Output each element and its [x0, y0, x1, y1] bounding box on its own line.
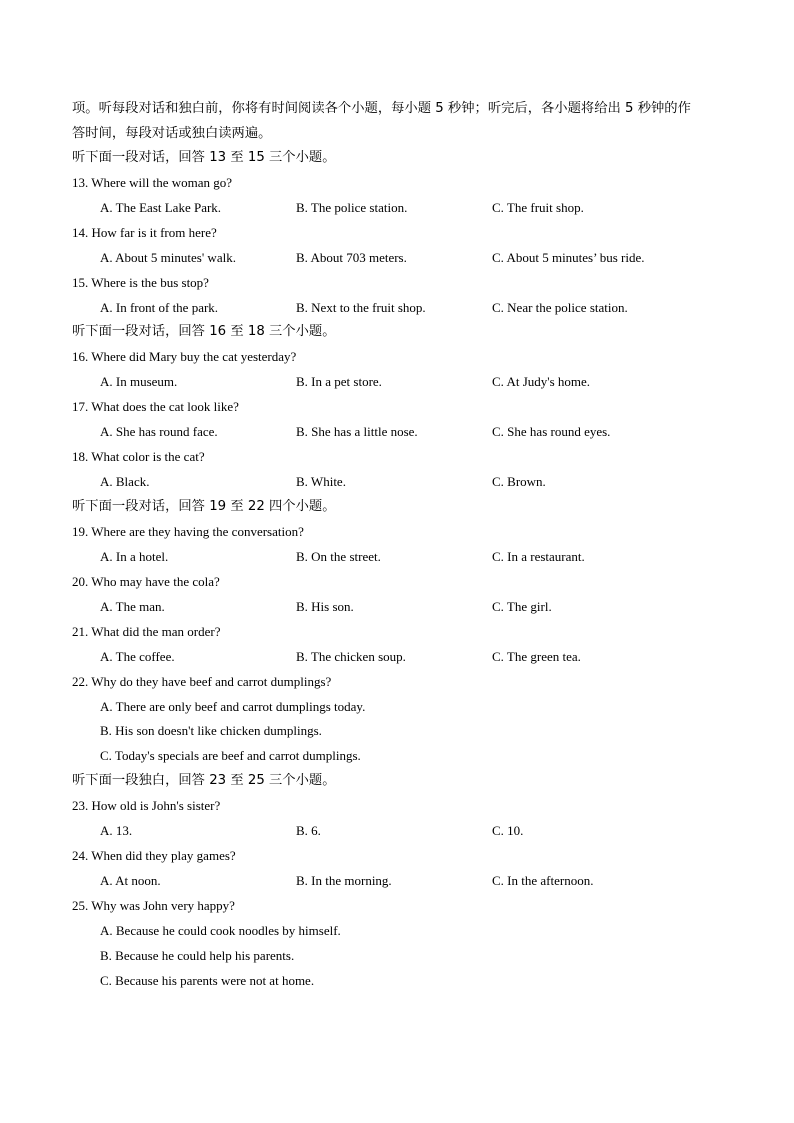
option-13-c: C. The fruit shop. [492, 200, 584, 215]
option-15-a: A. In front of the park. [100, 300, 219, 315]
question-24: 24. When did they play games? [72, 848, 236, 863]
question-15: 15. Where is the bus stop? [72, 275, 209, 290]
option-23-c: C. 10. [492, 823, 524, 838]
question-13: 13. Where will the woman go? [72, 175, 233, 190]
option-16-c: C. At Judy's home. [492, 374, 591, 389]
option-17-a: A. She has round face. [100, 424, 218, 439]
option-13-a: A. The East Lake Park. [100, 200, 222, 215]
option-24-c: C. In the afternoon. [492, 873, 594, 888]
option-25-a: A. Because he could cook noodles by himself. [100, 923, 341, 938]
option-21-c: C. The green tea. [492, 649, 581, 664]
option-14-c: C. About 5 minutes’ bus ride. [492, 250, 645, 265]
question-21: 21. What did the man order? [72, 624, 221, 639]
option-15-b: B. Next to the fruit shop. [296, 300, 426, 315]
option-24-a: A. At noon. [100, 873, 161, 888]
option-20-b: B. His son. [296, 599, 354, 614]
option-22-a: A. There are only beef and carrot dumplings today. [100, 699, 366, 714]
question-16: 16. Where did Mary buy the cat yesterday? [72, 349, 297, 364]
question-19: 19. Where are they having the conversation? [72, 524, 304, 539]
option-15-c: C. Near the police station. [492, 300, 628, 315]
option-17-c: C. She has round eyes. [492, 424, 611, 439]
option-23-a: A. 13. [100, 823, 133, 838]
option-17-b: B. She has a little nose. [296, 424, 418, 439]
question-14: 14. How far is it from here? [72, 225, 217, 240]
option-22-b: B. His son doesn't like chicken dumplings. [100, 723, 322, 738]
option-19-a: A. In a hotel. [100, 549, 169, 564]
option-24-b: B. In the morning. [296, 873, 392, 888]
option-19-b: B. On the street. [296, 549, 381, 564]
option-18-a: A. Black. [100, 474, 150, 489]
option-19-c: C. In a restaurant. [492, 549, 585, 564]
option-21-a: A. The coffee. [100, 649, 175, 664]
question-23: 23. How old is John's sister? [72, 798, 221, 813]
option-18-b: B. White. [296, 474, 346, 489]
section-instruction: 听下面一段对话，回答 16 至 18 三个小题。 [72, 324, 336, 339]
option-25-c: C. Because his parents were not at home. [100, 973, 315, 988]
option-20-c: C. The girl. [492, 599, 552, 614]
option-14-b: B. About 703 meters. [296, 250, 407, 265]
option-13-b: B. The police station. [296, 200, 408, 215]
option-25-b: B. Because he could help his parents. [100, 948, 295, 963]
option-18-c: C. Brown. [492, 474, 546, 489]
question-17: 17. What does the cat look like? [72, 399, 239, 414]
option-23-b: B. 6. [296, 823, 321, 838]
intro-line-1: 项。听每段对话和独白前，你将有时间阅读各个小题，每小题 5 秒钟；听完后，各小题将给出 5 秒钟的作 [72, 101, 691, 116]
option-20-a: A. The man. [100, 599, 165, 614]
option-21-b: B. The chicken soup. [296, 649, 406, 664]
question-20: 20. Who may have the cola? [72, 574, 220, 589]
section-instruction: 听下面一段对话，回答 13 至 15 三个小题。 [72, 150, 336, 165]
option-22-c: C. Today's specials are beef and carrot dumplings. [100, 748, 361, 763]
option-14-a: A. About 5 minutes' walk. [100, 250, 236, 265]
question-22: 22. Why do they have beef and carrot dumplings? [72, 674, 332, 689]
option-16-a: A. In museum. [100, 374, 178, 389]
question-18: 18. What color is the cat? [72, 449, 205, 464]
question-25: 25. Why was John very happy? [72, 898, 235, 913]
section-instruction: 听下面一段独白，回答 23 至 25 三个小题。 [72, 773, 336, 788]
section-instruction: 听下面一段对话，回答 19 至 22 四个小题。 [72, 499, 336, 514]
intro-line-2: 答时间，每段对话或独白读两遍。 [72, 126, 272, 141]
option-16-b: B. In a pet store. [296, 374, 382, 389]
